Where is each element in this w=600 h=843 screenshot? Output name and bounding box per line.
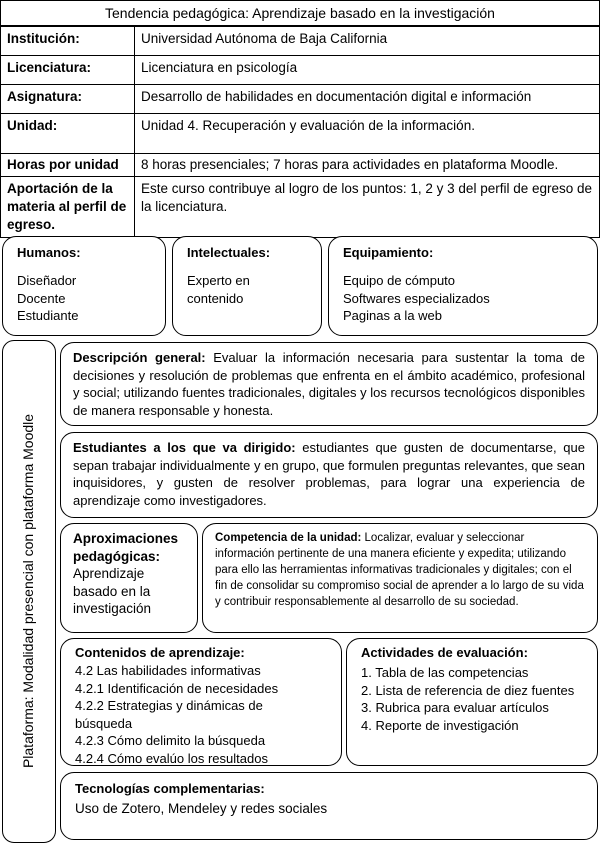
platform-label: Plataforma: Modalidad presencial con plataforma Moodle <box>20 413 36 769</box>
humanos-item: Diseñador <box>17 273 77 288</box>
estudiantes-box <box>60 432 598 518</box>
list-item: 4.2.1 Identificación de necesidades <box>75 680 279 696</box>
list-item: 1. Tabla de las competencias <box>361 665 529 680</box>
row-value: Desarrollo de habilidades en documentación digital e información <box>135 85 600 114</box>
actividades-box <box>346 638 598 766</box>
equipamiento-title: Equipamiento: <box>343 245 434 260</box>
list-item: 3. Rubrica para evaluar artículos <box>361 700 549 715</box>
contenidos-box <box>60 638 342 766</box>
descripcion-box <box>60 342 598 426</box>
list-item: 2. Lista de referencia de diez fuentes <box>361 682 575 698</box>
course-info-table <box>0 26 600 238</box>
row-label: Aportación de la materia al perfil de egreso. <box>1 177 135 238</box>
table-row <box>1 114 600 154</box>
equipamiento-box <box>328 236 598 336</box>
table-row <box>1 177 600 238</box>
humanos-title: Humanos: <box>17 245 81 260</box>
row-value: Licenciatura en psicología <box>135 56 600 85</box>
document-title: Tendencia pedagógica: Aprendizaje basado en la investigación <box>0 0 600 26</box>
estudiantes-text: estudiantes que gusten de documentarse, que sepan trabajar individualmente y en grupo, que formulen preguntas relevantes, que sean inquisidores, y gusten de resolver problemas, para lograr una experiencia de aprendizaje como investigadores. <box>73 440 585 508</box>
equipamiento-item: Softwares especializados <box>343 290 490 306</box>
list-item: 4.2.4 Cómo evalúo los resultados <box>75 750 268 766</box>
list-item: 4.2 Las habilidades informativas <box>75 663 261 678</box>
row-value: Este curso contribuye al logro de los puntos: 1, 2 y 3 del perfil de egreso de la licenciatura. <box>135 177 600 238</box>
row-value: 8 horas presenciales; 7 horas para actividades en plataforma Moodle. <box>135 154 600 177</box>
humanos-item: Docente <box>17 290 66 306</box>
table-row <box>1 154 600 177</box>
descripcion-title: Descripción general: <box>73 350 206 365</box>
equipamiento-item: Paginas a la web <box>343 308 443 323</box>
intelectuales-title: Intelectuales: <box>187 245 271 260</box>
descripcion-text: Evaluar la información necesaria para sustentar la toma de decisiones y resolución de problemas que enfrenta en el ámbito académico, profesional y social; utilizando fuentes tradicionales, digitales y los recursos tecnológicos disponibles de manera responsable y honesta. <box>73 350 586 418</box>
table-row <box>1 56 600 85</box>
list-item: 4.2.3 Cómo delimito la búsqueda <box>75 733 266 748</box>
contenidos-title: Contenidos de aprendizaje: <box>75 645 245 660</box>
table-row <box>1 85 600 114</box>
humanos-box <box>2 236 166 336</box>
row-value: Unidad 4. Recuperación y evaluación de la información. <box>135 114 600 154</box>
list-item: 4. Reporte de investigación <box>361 717 519 733</box>
table-row <box>1 27 600 56</box>
row-label: Horas por unidad <box>1 154 135 177</box>
competencia-text: Localizar, evaluar y seleccionar información pertinente de una manera eficiente y expedita; utilizando para ello las herramientas informativas tradicionales y digitales; con el fin de consolidar su compromiso social de aprender a lo largo de su vida y contribuir responsablemente al desarrollo de su sociedad. <box>215 532 584 608</box>
aproximaciones-title: Aproximaciones pedagógicas: <box>73 531 179 564</box>
tecnologias-text: Uso de Zotero, Mendeley y redes sociales <box>75 801 328 816</box>
aproximaciones-text: Aprendizaje basado en la investigación <box>73 566 152 616</box>
list-item: 4.2.2 Estrategias y dinámicas de búsqueda <box>75 698 263 731</box>
row-label: Asignatura: <box>1 85 135 114</box>
actividades-title: Actividades de evaluación: <box>361 645 528 660</box>
intelectuales-box <box>172 236 322 336</box>
competencia-box <box>202 523 598 633</box>
humanos-item: Estudiante <box>17 308 79 323</box>
tecnologias-box <box>60 772 598 840</box>
row-label: Unidad: <box>1 114 135 154</box>
tecnologias-title: Tecnologías complementarias: <box>75 781 265 796</box>
row-label: Institución: <box>1 27 135 56</box>
competencia-title: Competencia de la unidad: <box>215 532 362 544</box>
estudiantes-title: Estudiantes a los que va dirigido: <box>73 440 296 455</box>
intelectuales-item: Experto en contenido <box>187 273 250 306</box>
aproximaciones-box <box>60 523 198 633</box>
equipamiento-item: Equipo de cómputo <box>343 273 456 288</box>
row-label: Licenciatura: <box>1 56 135 85</box>
row-value: Universidad Autónoma de Baja California <box>135 27 600 56</box>
